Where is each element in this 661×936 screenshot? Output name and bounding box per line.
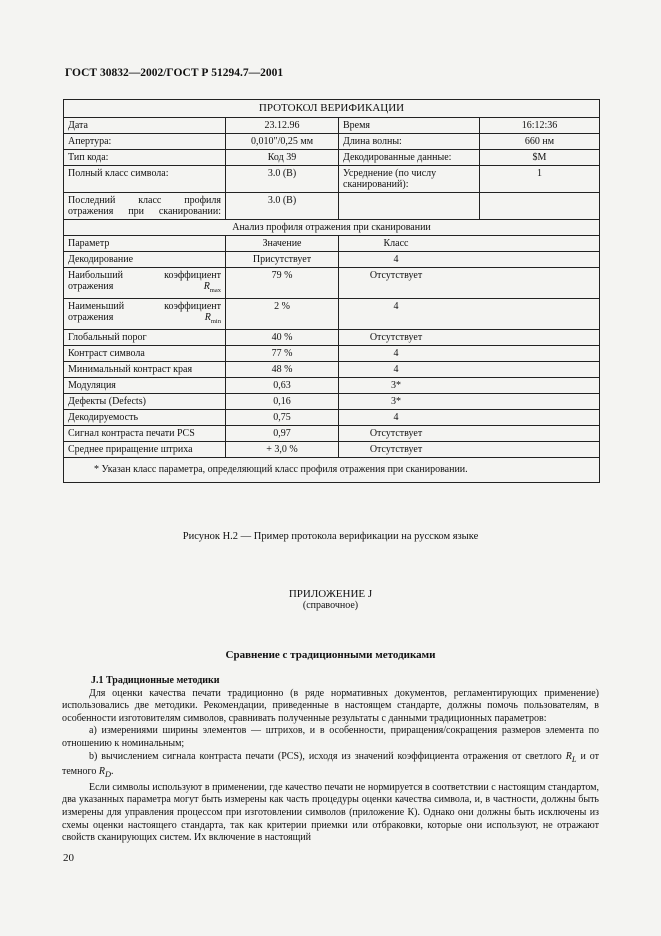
info-value: 0,010″/0,25 мм	[226, 134, 339, 150]
column-header-param: Параметр	[64, 236, 226, 252]
value-cell: 0,16	[226, 394, 339, 410]
value-cell: 79 %	[226, 268, 339, 299]
grade-cell: Отсутствует	[339, 330, 600, 346]
grade-cell: 4	[339, 299, 600, 330]
page-number: 20	[63, 852, 74, 864]
info-value: 16:12:36	[480, 118, 600, 134]
document-header: ГОСТ 30832—2002/ГОСТ Р 51294.7—2001	[65, 67, 284, 79]
param-cell: Среднее приращение штриха	[64, 442, 226, 458]
info-label: Дата	[64, 118, 226, 134]
param-text: Наибольший коэффициент отражения	[68, 270, 221, 292]
info-value: 1	[480, 166, 600, 193]
table-row	[64, 252, 600, 268]
param-cell: Глобальный порог	[64, 330, 226, 346]
info-label: Усреднение (по числу сканирований):	[339, 166, 480, 193]
table-row	[64, 410, 600, 426]
info-label: Полный класс символа:	[64, 166, 226, 193]
param-subscript: max	[209, 287, 221, 294]
appendix-heading: Сравнение с традиционными методиками	[225, 649, 436, 661]
appendix-title: ПРИЛОЖЕНИЕ J	[288, 588, 373, 600]
grade-cell: 3*	[339, 394, 600, 410]
grade-cell: Отсутствует	[339, 426, 600, 442]
grade-cell: 4	[339, 252, 600, 268]
table-row	[64, 442, 600, 458]
info-label: Декодированные данные:	[339, 150, 480, 166]
table-row	[64, 394, 600, 410]
table-footnote: * Указан класс параметра, определяющий класс профиля отражения при сканировании.	[64, 458, 600, 483]
appendix-body	[62, 675, 599, 845]
grade-cell: 3*	[339, 378, 600, 394]
list-item-text: b) вычислением сигнала контраста печати (PCS), исходя из значений коэффициента отражения от светлого	[89, 750, 566, 762]
column-header-grade: Класс	[339, 236, 600, 252]
param-cell: Модуляция	[64, 378, 226, 394]
value-cell: 40 %	[226, 330, 339, 346]
value-cell: 48 %	[226, 362, 339, 378]
list-item: b) вычислением сигнала контраста печати (PCS), исходя из значений коэффициента отражения от светлого $R_L$ и от темного $R_D$.	[62, 750, 599, 780]
column-header-row	[64, 236, 600, 252]
info-row	[64, 166, 600, 193]
analysis-title: Анализ профиля отражения при сканировании	[64, 220, 600, 236]
info-row	[64, 134, 600, 150]
table-row	[64, 378, 600, 394]
verification-protocol-table	[63, 99, 600, 483]
list-item-text: и от темного	[62, 750, 599, 778]
subscript-d: D	[104, 770, 111, 780]
value-cell: 0,97	[226, 426, 339, 442]
grade-cell: 4	[339, 346, 600, 362]
info-row	[64, 193, 600, 220]
param-symbol: R	[203, 281, 210, 292]
param-cell: Контраст символа	[64, 346, 226, 362]
info-label: Длина волны:	[339, 134, 480, 150]
value-cell: + 3,0 %	[226, 442, 339, 458]
value-cell: 0,63	[226, 378, 339, 394]
appendix-subtitle: (справочное)	[302, 600, 359, 611]
info-row	[64, 150, 600, 166]
value-cell: 77 %	[226, 346, 339, 362]
section-heading: J.1 Традиционные методики	[91, 675, 220, 686]
table-row	[64, 346, 600, 362]
param-cell: Дефекты (Defects)	[64, 394, 226, 410]
param-cell: Минимальный контраст края	[64, 362, 226, 378]
info-label: Тип кода:	[64, 150, 226, 166]
table-row	[64, 299, 600, 330]
protocol-title: ПРОТОКОЛ ВЕРИФИКАЦИИ	[64, 100, 600, 118]
info-value: Код 39	[226, 150, 339, 166]
value-cell: 0,75	[226, 410, 339, 426]
param-cell: Сигнал контраста печати PCS	[64, 426, 226, 442]
param-text: Наименьший коэффициент отражения	[68, 301, 221, 323]
info-value: 660 нм	[480, 134, 600, 150]
info-row	[64, 118, 600, 134]
info-value: 3.0 (B)	[226, 193, 339, 220]
list-item: а) измерениями ширины элементов — штрихов, и в особенности, приращения/сокращения размеров элемента по отношению к номинальным;	[62, 725, 599, 749]
param-cell	[64, 268, 226, 299]
table-row	[64, 268, 600, 299]
table-row	[64, 330, 600, 346]
table-row	[64, 426, 600, 442]
info-label: Апертура:	[64, 134, 226, 150]
figure-caption: Рисунок Н.2 — Пример протокола верификации на русском языке	[182, 531, 479, 542]
value-cell: 2 %	[226, 299, 339, 330]
param-cell: Декодируемость	[64, 410, 226, 426]
grade-cell: 4	[339, 362, 600, 378]
info-label: Последний класс профиля отражения при сканировании:	[64, 193, 226, 220]
param-cell: Декодирование	[64, 252, 226, 268]
symbol-r: R	[565, 750, 572, 762]
info-value: 3.0 (B)	[226, 166, 339, 193]
grade-cell: 4	[339, 410, 600, 426]
info-label	[339, 193, 480, 220]
info-label: Время	[339, 118, 480, 134]
grade-cell: Отсутствует	[339, 442, 600, 458]
param-cell	[64, 299, 226, 330]
subscript-l: L	[571, 754, 577, 764]
info-value	[480, 193, 600, 220]
column-header-value: Значение	[226, 236, 339, 252]
paragraph: Для оценки качества печати традиционно (в ряде нормативных документов, регламентирующих применение) использовались две методики. Рекомендации, приведенные в настоящем стандарте, должны помочь пользователям, в особенности изготовителям символов, сравнивать полученные результаты с данными традиционных параметров:	[62, 687, 599, 724]
value-cell: Присутствует	[226, 252, 339, 268]
info-value: $M	[480, 150, 600, 166]
symbol-r: R	[98, 766, 105, 778]
info-value: 23.12.96	[226, 118, 339, 134]
param-symbol: R	[204, 312, 211, 323]
param-subscript: min	[210, 318, 221, 325]
grade-cell: Отсутствует	[339, 268, 600, 299]
table-row	[64, 362, 600, 378]
paragraph: Если символы используют в применении, где качество печати не нормируется в соответствии с настоящим стандартом, два указанных параметра могут быть измерены как часть процедуры оценки качества символа, и, в частности, должны быть измерены для управления процессом при изготовлении символов (приложение К). Однако они должны быть исключены из схемы оценки настоящего стандарта, так как критерии приемки или отбраковки, которые они используют, не отражают свойств сканирующих систем. Их включение в настоящий	[62, 781, 599, 844]
